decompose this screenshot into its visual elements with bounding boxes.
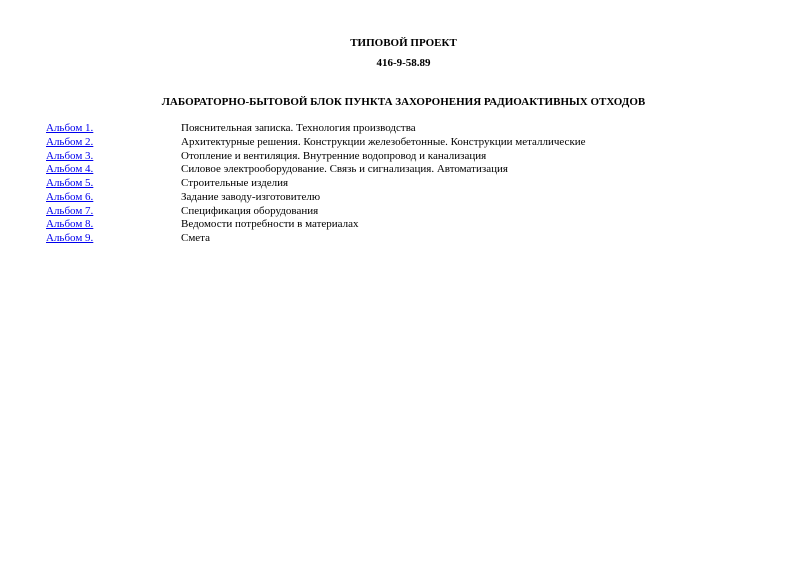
album-8-description: Ведомости потребности в материалах	[181, 218, 359, 231]
album-row-9	[46, 232, 786, 246]
document-title: ЛАБОРАТОРНО-БЫТОВОЙ БЛОК ПУНКТА ЗАХОРОНЕНИЯ РАДИОАКТИВНЫХ ОТХОДОВ	[161, 96, 646, 108]
album-9-description: Смета	[181, 232, 211, 244]
document-type-heading: ТИПОВОЙ ПРОЕКТ	[350, 37, 457, 49]
album-row-1	[46, 122, 786, 136]
album-row-6	[46, 191, 786, 205]
album-row-4	[46, 163, 786, 177]
album-9-link[interactable]: Альбом 9.	[46, 232, 94, 244]
album-7-link[interactable]: Альбом 7.	[46, 204, 94, 217]
album-6-link[interactable]: Альбом 6.	[46, 190, 94, 203]
album-8-link[interactable]: Альбом 8.	[46, 218, 94, 231]
album-6-description: Задание заводу-изготовителю	[181, 190, 321, 203]
album-row-5	[46, 177, 786, 191]
album-1-link[interactable]: Альбом 1.	[46, 122, 94, 134]
album-4-link[interactable]: Альбом 4.	[46, 163, 94, 176]
album-row-3	[46, 150, 786, 164]
album-3-link[interactable]: Альбом 3.	[46, 149, 94, 162]
album-3-description: Отопление и вентиляция. Внутренние водопровод и канализация	[181, 149, 487, 162]
album-1-description: Пояснительная записка. Технология производства	[181, 122, 416, 134]
document-number: 416-9-58.89	[376, 57, 431, 69]
album-row-8	[46, 218, 786, 232]
album-row-7	[46, 205, 786, 219]
album-2-link[interactable]: Альбом 2.	[46, 135, 94, 148]
album-7-description: Спецификация оборудования	[181, 204, 319, 217]
album-2-description: Архитектурные решения. Конструкции железобетонные. Конструкции металлические	[181, 135, 586, 148]
album-4-description: Силовое электрооборудование. Связь и сигнализация. Автоматизация	[181, 163, 508, 176]
album-5-description: Строительные изделия	[181, 177, 289, 189]
album-5-link[interactable]: Альбом 5.	[46, 177, 94, 189]
album-list	[46, 122, 786, 246]
album-row-2	[46, 136, 786, 150]
